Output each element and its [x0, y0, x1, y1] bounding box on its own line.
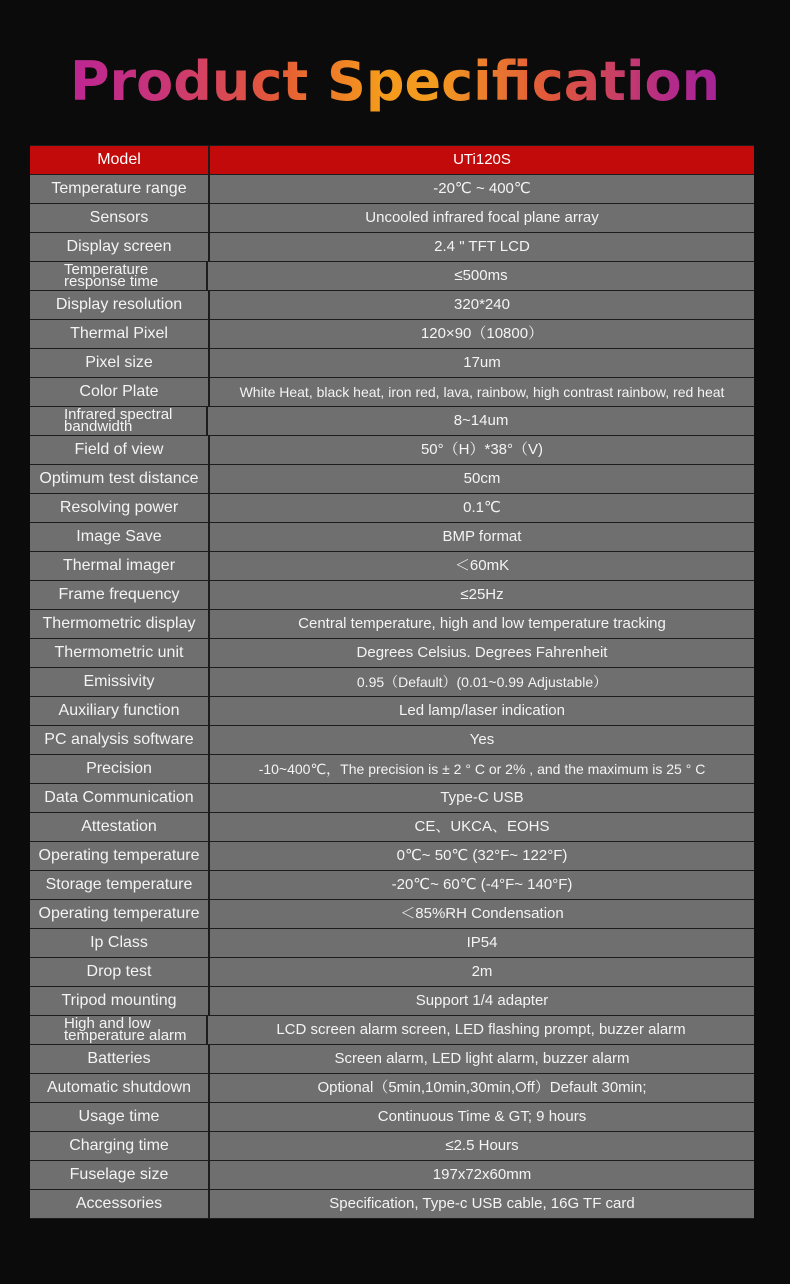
row-label: Tripod mounting: [30, 987, 210, 1015]
table-row: [30, 1074, 754, 1103]
row-label: Automatic shutdown: [30, 1074, 210, 1102]
row-value: Type-C USB: [440, 789, 524, 806]
table-row-header: [30, 146, 754, 175]
row-value: Uncooled infrared focal plane array: [365, 209, 599, 226]
table-row: [30, 697, 754, 726]
table-row: [30, 987, 754, 1016]
table-row: [30, 204, 754, 233]
table-row: [30, 1161, 754, 1190]
table-row: [30, 465, 754, 494]
table-row: [30, 726, 754, 755]
row-label: High and low temperature alarm: [30, 1016, 208, 1044]
row-value: Continuous Time & GT; 9 hours: [377, 1108, 587, 1125]
row-label: PC analysis software: [30, 726, 210, 754]
row-value: BMP format: [442, 528, 522, 545]
row-value: 2.4 " TFT LCD: [434, 238, 530, 255]
row-value: Optional（5min,10min,30min,Off）Default 30min;: [317, 1079, 647, 1096]
row-label: Sensors: [30, 204, 210, 232]
table-row: [30, 1016, 754, 1045]
row-value: Support 1/4 adapter: [415, 992, 549, 1009]
row-label: Color Plate: [30, 378, 210, 406]
table-row: [30, 407, 754, 436]
row-value: ≤500ms: [454, 267, 508, 284]
table-row: [30, 581, 754, 610]
page-title: Product Specification: [0, 48, 790, 116]
row-value: Led lamp/laser indication: [399, 702, 565, 719]
table-row: [30, 552, 754, 581]
row-value: 320*240: [454, 296, 510, 313]
row-label: Usage time: [30, 1103, 210, 1131]
row-label: Infrared spectral bandwidth: [30, 407, 208, 435]
row-value: -20℃ ~ 400℃: [433, 180, 531, 197]
row-label: Optimum test distance: [30, 465, 210, 493]
table-row: [30, 755, 754, 784]
row-value: Degrees Celsius. Degrees Fahrenheit: [356, 644, 608, 661]
row-label: Model: [30, 146, 210, 174]
table-row: [30, 1045, 754, 1074]
row-label: Display resolution: [30, 291, 210, 319]
row-value: ≤25Hz: [460, 586, 504, 603]
row-label: Thermal imager: [30, 552, 210, 580]
row-value: White Heat, black heat, iron red, lava, rainbow, high contrast rainbow, red heat: [239, 384, 725, 400]
row-label: Temperature response time: [30, 262, 208, 290]
table-row: [30, 494, 754, 523]
row-label: Batteries: [30, 1045, 210, 1073]
row-label: Pixel size: [30, 349, 210, 377]
table-row: [30, 291, 754, 320]
row-label: Field of view: [30, 436, 210, 464]
row-label: Thermometric unit: [30, 639, 210, 667]
table-row: [30, 262, 754, 291]
row-value: 0.95（Default）(0.01~0.99 Adjustable）: [356, 674, 608, 690]
row-label: Display screen: [30, 233, 210, 261]
row-value: LCD screen alarm screen, LED flashing prompt, buzzer alarm: [276, 1021, 686, 1038]
table-row: [30, 1190, 754, 1219]
row-label: Thermometric display: [30, 610, 210, 638]
row-label: Storage temperature: [30, 871, 210, 899]
table-row: [30, 900, 754, 929]
row-value: Screen alarm, LED light alarm, buzzer alarm: [334, 1050, 630, 1067]
row-label: Operating temperature: [30, 900, 210, 928]
row-label: Operating temperature: [30, 842, 210, 870]
row-value: 0℃~ 50℃ (32°F~ 122°F): [396, 847, 568, 864]
row-value: -20℃~ 60℃ (-4°F~ 140°F): [391, 876, 573, 893]
row-label: Charging time: [30, 1132, 210, 1160]
row-label: Image Save: [30, 523, 210, 551]
row-value: ＜60mK: [454, 557, 510, 574]
row-value: 17um: [463, 354, 501, 371]
row-label: Fuselage size: [30, 1161, 210, 1189]
table-row: [30, 233, 754, 262]
table-row: [30, 610, 754, 639]
row-value: ≤2.5 Hours: [445, 1137, 519, 1154]
table-row: [30, 813, 754, 842]
row-label: Attestation: [30, 813, 210, 841]
table-row: [30, 842, 754, 871]
table-row: [30, 958, 754, 987]
table-row: [30, 929, 754, 958]
row-label: Ip Class: [30, 929, 210, 957]
table-row: [30, 349, 754, 378]
table-row: [30, 1103, 754, 1132]
row-value: ＜85%RH Condensation: [400, 905, 564, 922]
row-value: IP54: [466, 934, 498, 951]
row-value: 50cm: [463, 470, 501, 487]
table-row: [30, 784, 754, 813]
spec-table: [30, 145, 754, 1219]
row-value: Specification, Type-c USB cable, 16G TF card: [329, 1195, 635, 1212]
table-row: [30, 871, 754, 900]
row-label: Accessories: [30, 1190, 210, 1218]
table-row: [30, 639, 754, 668]
row-value: 197x72x60mm: [432, 1166, 532, 1183]
row-value: 120×90（10800）: [420, 325, 544, 342]
row-value: 0.1℃: [463, 499, 501, 516]
table-row: [30, 320, 754, 349]
row-value: -10~400℃，The precision is ± 2 ° C or 2% , and the maximum is 25 ° C: [258, 761, 706, 777]
table-row: [30, 436, 754, 465]
row-label: Thermal Pixel: [30, 320, 210, 348]
row-label: Auxiliary function: [30, 697, 210, 725]
row-label: Frame frequency: [30, 581, 210, 609]
table-row: [30, 378, 754, 407]
table-row: [30, 175, 754, 204]
row-label: Resolving power: [30, 494, 210, 522]
table-row: [30, 523, 754, 552]
row-value: 50°（H）*38°（V): [420, 441, 544, 458]
row-label: Temperature range: [30, 175, 210, 203]
row-value: CE、UKCA、EOHS: [414, 818, 550, 835]
row-value: Yes: [469, 731, 495, 748]
row-label: Emissivity: [30, 668, 210, 696]
row-value: 8~14um: [453, 412, 509, 429]
table-row: [30, 668, 754, 697]
row-label: Precision: [30, 755, 210, 783]
row-label: Drop test: [30, 958, 210, 986]
row-value: Central temperature, high and low temperature tracking: [298, 615, 666, 632]
row-value: 2m: [471, 963, 493, 980]
row-label: Data Communication: [30, 784, 210, 812]
row-value: UTi120S: [453, 151, 511, 168]
table-row: [30, 1132, 754, 1161]
